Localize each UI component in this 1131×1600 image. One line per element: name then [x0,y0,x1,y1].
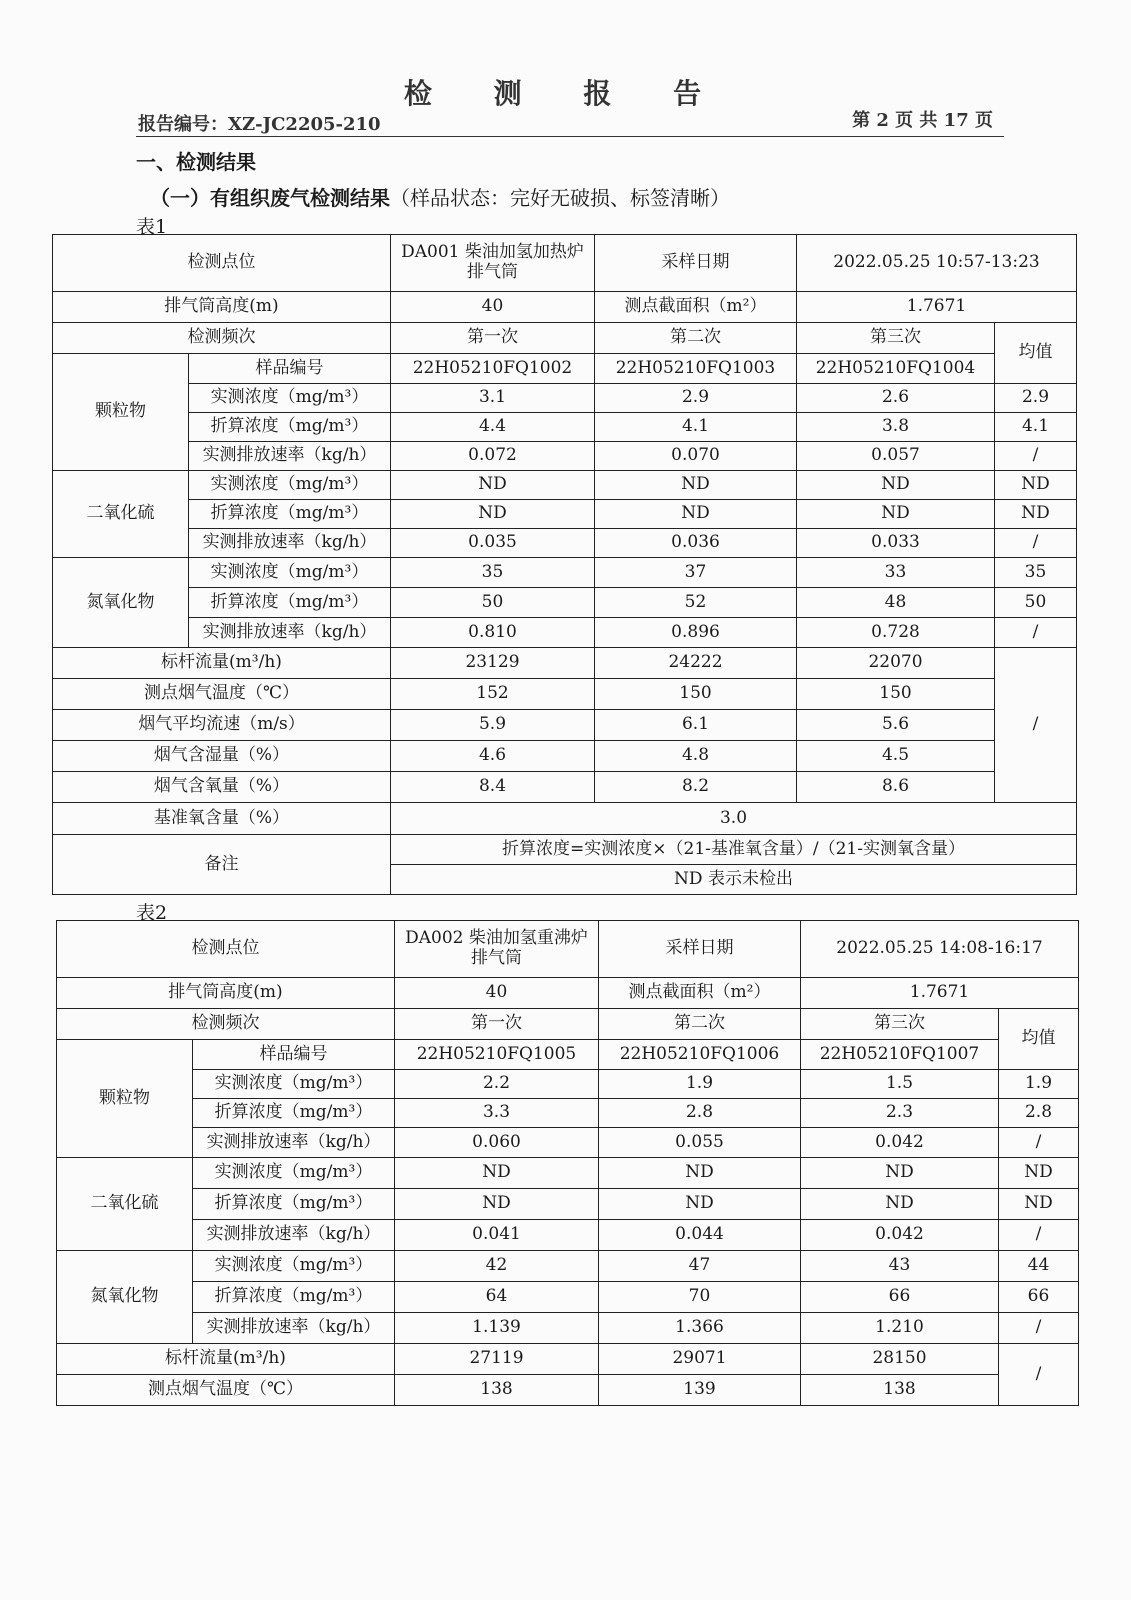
so2-converted-2: ND [595,500,797,529]
sample-date-label: 采样日期 [599,921,801,978]
stack-height-label: 排气筒高度(m) [53,292,391,323]
sample-date-value: 2022.05.25 10:57-13:23 [797,235,1077,292]
sample-no-3: 22H05210FQ1004 [797,354,995,384]
cross-section-value: 1.7671 [801,978,1079,1009]
remark-nd: ND 表示未检出 [391,865,1077,895]
pm-measured-mean: 2.9 [995,384,1077,413]
converted-conc-label: 折算浓度（mg/m³） [189,500,391,529]
frequency-first: 第一次 [395,1009,599,1040]
measured-conc-label: 实测浓度（mg/m³） [193,1070,395,1099]
section-title: 一、检测结果 [136,150,256,174]
so2-measured-mean: ND [995,471,1077,500]
ref-oxygen-value: 3.0 [391,803,1077,835]
table-row [53,354,1077,384]
cross-section-label: 测点截面积（m²） [599,978,801,1009]
table-row [57,1128,1079,1158]
table-row [53,413,1077,442]
table-row [53,588,1077,618]
pm-measured-3: 1.5 [801,1070,999,1099]
table2 [56,920,1079,1406]
oxygen-3: 8.6 [797,772,995,803]
so2-converted-2: ND [599,1189,801,1220]
sample-no-2: 22H05210FQ1006 [599,1040,801,1070]
so2-rate-2: 0.044 [599,1220,801,1251]
ref-oxygen-label: 基准氧含量（%） [53,803,391,835]
emission-rate-label: 实测排放速率（kg/h） [189,618,391,648]
nox-rate-1: 0.810 [391,618,595,648]
table-row [53,235,1077,292]
table-row [57,921,1079,978]
stack-height-value: 40 [391,292,595,323]
nox-rate-mean: / [999,1313,1079,1344]
mean-label: 均值 [995,323,1077,384]
table-row [57,1070,1079,1099]
table-row [57,1282,1079,1313]
nox-rate-1: 1.139 [395,1313,599,1344]
measured-conc-label: 实测浓度（mg/m³） [189,384,391,413]
flow-3: 22070 [797,648,995,679]
so2-measured-1: ND [395,1158,599,1189]
measured-conc-label: 实测浓度（mg/m³） [193,1251,395,1282]
flue-temp-2: 139 [599,1375,801,1406]
pm-rate-mean: / [999,1128,1079,1158]
sample-no-3: 22H05210FQ1007 [801,1040,999,1070]
nox-converted-mean: 50 [995,588,1077,618]
pm-converted-2: 2.8 [599,1099,801,1128]
cross-section-label: 测点截面积（m²） [595,292,797,323]
converted-conc-label: 折算浓度（mg/m³） [193,1099,395,1128]
misc-mean: / [995,648,1077,803]
table1-caption: 表1 [136,216,168,238]
frequency-first: 第一次 [391,323,595,354]
misc-mean: / [999,1344,1079,1406]
so2-measured-2: ND [595,471,797,500]
emission-rate-label: 实测排放速率（kg/h） [189,529,391,558]
table-row [53,618,1077,648]
so2-rate-3: 0.033 [797,529,995,558]
cross-section-value: 1.7671 [797,292,1077,323]
pm-rate-3: 0.042 [801,1128,999,1158]
humidity-3: 4.5 [797,741,995,772]
table-row [53,292,1077,323]
nox-label: 氮氧化物 [57,1251,193,1344]
pm-rate-2: 0.055 [599,1128,801,1158]
flue-temp-label: 测点烟气温度（℃） [53,679,391,710]
table-row [53,558,1077,588]
so2-rate-2: 0.036 [595,529,797,558]
flow-2: 24222 [595,648,797,679]
converted-conc-label: 折算浓度（mg/m³） [189,588,391,618]
pm-converted-mean: 2.8 [999,1099,1079,1128]
subsection-title-note: （样品状态：完好无破损、标签清晰） [390,186,730,210]
frequency-third: 第三次 [801,1009,999,1040]
table-row [53,741,1077,772]
table-row [53,384,1077,413]
table1 [52,234,1077,895]
nox-converted-2: 52 [595,588,797,618]
so2-rate-1: 0.035 [391,529,595,558]
flue-temp-label: 测点烟气温度（℃） [57,1375,395,1406]
nox-measured-mean: 35 [995,558,1077,588]
so2-converted-1: ND [391,500,595,529]
nox-measured-3: 43 [801,1251,999,1282]
nox-rate-3: 0.728 [797,618,995,648]
nox-converted-1: 64 [395,1282,599,1313]
flue-velocity-label: 烟气平均流速（m/s） [53,710,391,741]
sample-no-2: 22H05210FQ1003 [595,354,797,384]
pm-converted-1: 4.4 [391,413,595,442]
measured-conc-label: 实测浓度（mg/m³） [193,1158,395,1189]
table-row [57,978,1079,1009]
table-row [57,1344,1079,1375]
report-title: 检 测 报 告 [403,77,728,110]
pm-converted-1: 3.3 [395,1099,599,1128]
emission-rate-label: 实测排放速率（kg/h） [193,1220,395,1251]
nox-label: 氮氧化物 [53,558,189,648]
nox-measured-1: 35 [391,558,595,588]
stack-height-label: 排气筒高度(m) [57,978,395,1009]
emission-rate-label: 实测排放速率（kg/h） [193,1128,395,1158]
sample-no-1: 22H05210FQ1005 [395,1040,599,1070]
nox-measured-2: 47 [599,1251,801,1282]
pm-measured-mean: 1.9 [999,1070,1079,1099]
converted-conc-label: 折算浓度（mg/m³） [189,413,391,442]
table-row [57,1251,1079,1282]
nox-measured-1: 42 [395,1251,599,1282]
table-row [53,710,1077,741]
flue-temp-1: 138 [395,1375,599,1406]
frequency-second: 第二次 [599,1009,801,1040]
so2-rate-3: 0.042 [801,1220,999,1251]
sample-no-label: 样品编号 [193,1040,395,1070]
table-row [57,1313,1079,1344]
flow-2: 29071 [599,1344,801,1375]
flue-velocity-3: 5.6 [797,710,995,741]
oxygen-2: 8.2 [595,772,797,803]
pm-converted-3: 3.8 [797,413,995,442]
table-row [53,648,1077,679]
table-row [53,529,1077,558]
nox-converted-3: 48 [797,588,995,618]
point-value: DA002 柴油加氢重沸炉排气筒 [395,921,599,978]
table-row [57,1158,1079,1189]
frequency-third: 第三次 [797,323,995,354]
table-row [57,1375,1079,1406]
humidity-2: 4.8 [595,741,797,772]
pm-measured-2: 1.9 [599,1070,801,1099]
pm-converted-2: 4.1 [595,413,797,442]
table-row [57,1009,1079,1040]
emission-rate-label: 实测排放速率（kg/h） [189,442,391,471]
table-row [53,471,1077,500]
flow-1: 27119 [395,1344,599,1375]
so2-converted-1: ND [395,1189,599,1220]
oxygen-label: 烟气含氧量（%） [53,772,391,803]
converted-conc-label: 折算浓度（mg/m³） [193,1282,395,1313]
measured-conc-label: 实测浓度（mg/m³） [189,471,391,500]
nox-converted-1: 50 [391,588,595,618]
nox-converted-3: 66 [801,1282,999,1313]
sample-no-1: 22H05210FQ1002 [391,354,595,384]
table-row [53,323,1077,354]
oxygen-1: 8.4 [391,772,595,803]
table-row [57,1189,1079,1220]
stack-height-value: 40 [395,978,599,1009]
pm-rate-1: 0.072 [391,442,595,471]
table-row [57,1040,1079,1070]
flue-velocity-2: 6.1 [595,710,797,741]
remark-formula: 折算浓度=实测浓度×（21-基准氧含量）/（21-实测氧含量） [391,835,1077,865]
table-row [53,835,1077,865]
nox-measured-mean: 44 [999,1251,1079,1282]
nox-rate-mean: / [995,618,1077,648]
flow-label: 标杆流量(m³/h) [57,1344,395,1375]
point-label: 检测点位 [57,921,395,978]
table-row [53,679,1077,710]
so2-converted-mean: ND [995,500,1077,529]
so2-measured-3: ND [801,1158,999,1189]
nox-measured-3: 33 [797,558,995,588]
nox-rate-2: 1.366 [599,1313,801,1344]
frequency-label: 检测频次 [57,1009,395,1040]
pm-label: 颗粒物 [53,354,189,471]
so2-measured-3: ND [797,471,995,500]
nox-rate-3: 1.210 [801,1313,999,1344]
so2-converted-mean: ND [999,1189,1079,1220]
report-number: 报告编号：XZ-JC2205-210 [138,114,381,135]
pm-rate-3: 0.057 [797,442,995,471]
flow-1: 23129 [391,648,595,679]
table-row [57,1099,1079,1128]
flue-temp-3: 150 [797,679,995,710]
flue-velocity-1: 5.9 [391,710,595,741]
humidity-1: 4.6 [391,741,595,772]
sample-date-label: 采样日期 [595,235,797,292]
subsection-title-main: （一）有组织废气检测结果 [150,186,390,210]
pm-converted-mean: 4.1 [995,413,1077,442]
pm-rate-mean: / [995,442,1077,471]
table-row [53,500,1077,529]
flue-temp-3: 138 [801,1375,999,1406]
emission-rate-label: 实测排放速率（kg/h） [193,1313,395,1344]
point-label: 检测点位 [53,235,391,292]
table-row [53,772,1077,803]
nox-rate-2: 0.896 [595,618,797,648]
measured-conc-label: 实测浓度（mg/m³） [189,558,391,588]
so2-rate-mean: / [999,1220,1079,1251]
pm-measured-2: 2.9 [595,384,797,413]
flue-temp-1: 152 [391,679,595,710]
flue-temp-2: 150 [595,679,797,710]
so2-measured-2: ND [599,1158,801,1189]
mean-label: 均值 [999,1009,1079,1070]
pm-measured-1: 3.1 [391,384,595,413]
so2-converted-3: ND [801,1189,999,1220]
flow-label: 标杆流量(m³/h) [53,648,391,679]
point-value: DA001 柴油加氢加热炉排气筒 [391,235,595,292]
so2-measured-1: ND [391,471,595,500]
so2-label: 二氧化硫 [57,1158,193,1251]
pm-converted-3: 2.3 [801,1099,999,1128]
table2-caption: 表2 [136,902,168,924]
flow-3: 28150 [801,1344,999,1375]
pm-measured-3: 2.6 [797,384,995,413]
so2-rate-1: 0.041 [395,1220,599,1251]
so2-converted-3: ND [797,500,995,529]
pm-measured-1: 2.2 [395,1070,599,1099]
so2-label: 二氧化硫 [53,471,189,558]
page-indicator: 第 2 页 共 17 页 [852,110,993,131]
table-row [57,1220,1079,1251]
converted-conc-label: 折算浓度（mg/m³） [193,1189,395,1220]
nox-converted-mean: 66 [999,1282,1079,1313]
frequency-second: 第二次 [595,323,797,354]
remarks-label: 备注 [53,835,391,895]
so2-rate-mean: / [995,529,1077,558]
pm-rate-1: 0.060 [395,1128,599,1158]
pm-label: 颗粒物 [57,1040,193,1158]
humidity-label: 烟气含湿量（%） [53,741,391,772]
table-row [53,803,1077,835]
table-row [53,442,1077,471]
sample-no-label: 样品编号 [189,354,391,384]
so2-measured-mean: ND [999,1158,1079,1189]
sample-date-value: 2022.05.25 14:08-16:17 [801,921,1079,978]
header-rule [136,136,1004,137]
pm-rate-2: 0.070 [595,442,797,471]
frequency-label: 检测频次 [53,323,391,354]
subsection-title [150,182,730,211]
nox-converted-2: 70 [599,1282,801,1313]
nox-measured-2: 37 [595,558,797,588]
